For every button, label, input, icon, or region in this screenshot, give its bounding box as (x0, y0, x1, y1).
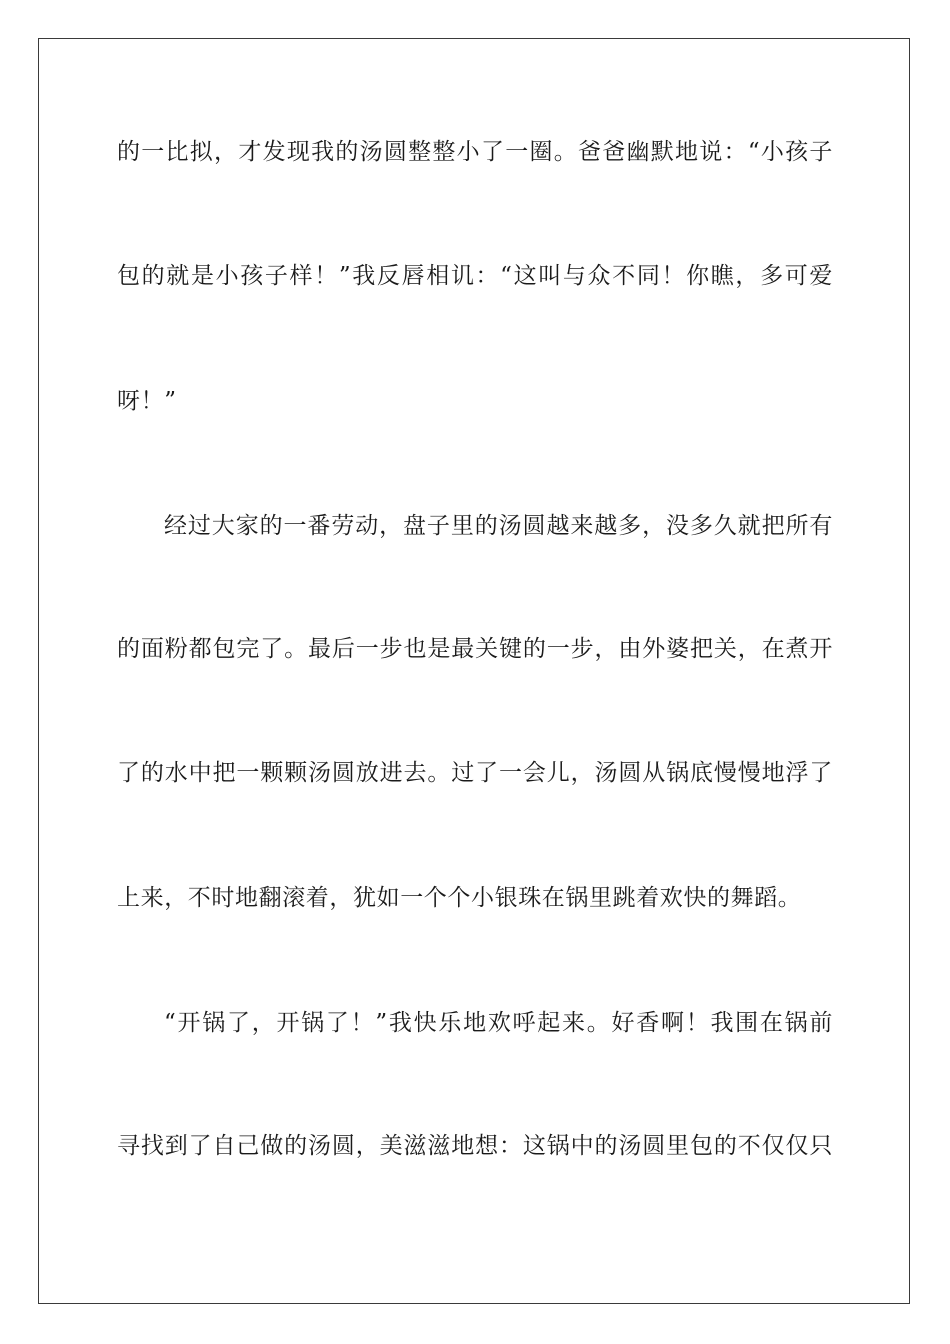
text-line-6: 了的水中把一颗颗汤圆放进去。过了一会儿，汤圆从锅底慢慢地浮了 (117, 760, 833, 786)
text-line-3: 呀！” (117, 388, 177, 414)
text-line-7: 上来，不时地翻滚着，犹如一个个小银珠在锅里跳着欢快的舞蹈。 (117, 885, 802, 911)
text-line-8: “开锅了，开锅了！”我快乐地欢呼起来。好香啊！我围在锅前 (164, 1010, 833, 1036)
text-line-9: 寻找到了自己做的汤圆，美滋滋地想：这锅中的汤圆里包的不仅仅只 (117, 1133, 833, 1159)
text-line-2: 包的就是小孩子样！”我反唇相讥：“这叫与众不同！你瞧，多可爱 (117, 263, 833, 289)
page-border (38, 38, 910, 1304)
text-line-5: 的面粉都包完了。最后一步也是最关键的一步，由外婆把关，在煮开 (117, 636, 833, 662)
text-line-1: 的一比拟，才发现我的汤圆整整小了一圈。爸爸幽默地说：“小孩子 (117, 139, 833, 165)
text-line-4: 经过大家的一番劳动，盘子里的汤圆越来越多，没多久就把所有 (164, 513, 833, 539)
